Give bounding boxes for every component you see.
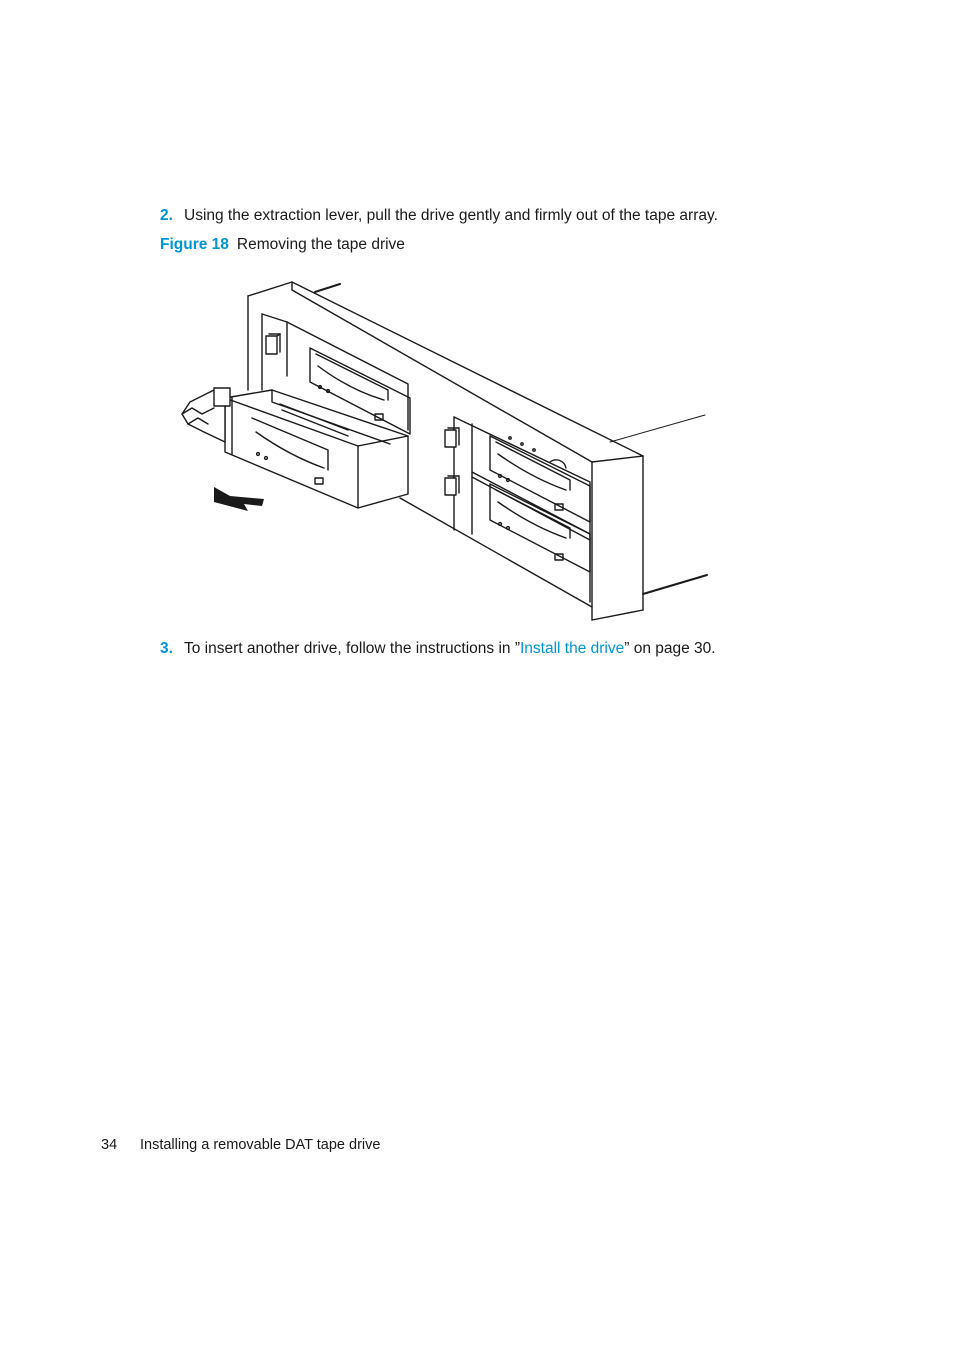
step-number: 3. [160,640,173,657]
figure-label: Figure 18 [160,236,229,253]
step-3 [160,640,716,658]
figure-title: Removing the tape drive [236,236,405,253]
step-text-after: ” on page 30. [624,640,716,657]
tape-drive-removal-illustration [170,272,715,632]
step-text-before: To insert another drive, follow the instructions in ” [184,640,520,657]
page-footer [101,1137,380,1153]
latch-right-upper [445,428,459,447]
installed-drive-right-bottom [490,484,590,572]
step-text: Using the extraction lever, pull the drive gently and firmly out of the tape array. [184,207,718,224]
page-number: 34 [101,1137,118,1153]
latch-right-lower [445,476,459,495]
extraction-lever [182,388,230,442]
footer-title: Installing a removable DAT tape drive [140,1137,381,1153]
removed-tape-drive [225,390,408,508]
figure-caption [160,236,405,254]
step-2 [160,207,718,225]
step-number: 2. [160,207,173,224]
latch-left [266,334,280,354]
install-drive-link[interactable]: Install the drive [520,640,625,657]
pull-direction-arrow [214,487,264,511]
